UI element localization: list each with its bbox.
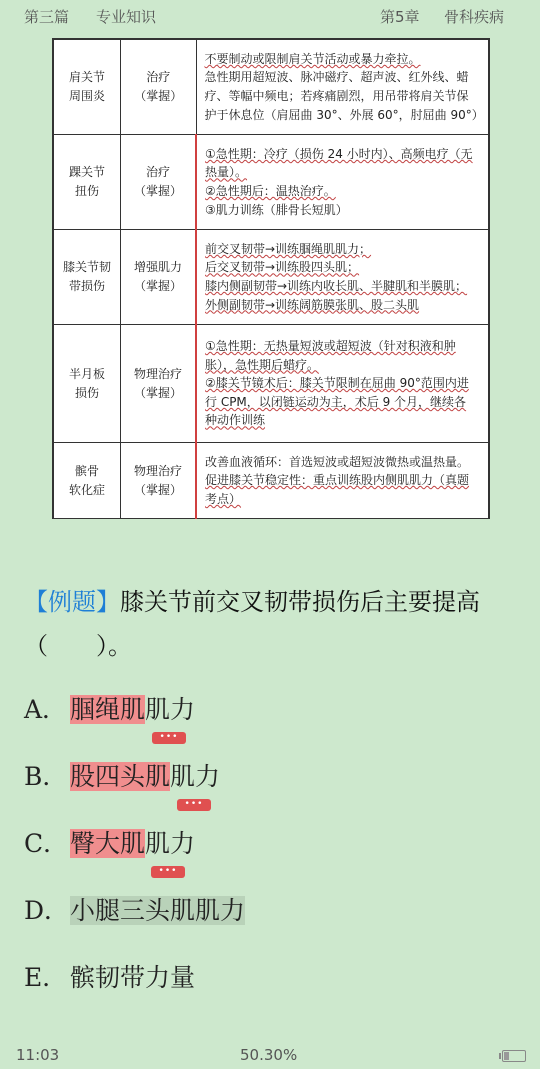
header-subject: 专业知识 <box>96 8 157 26</box>
option-text: 肌力 <box>145 829 196 858</box>
note-dots-icon[interactable]: ••• <box>177 799 211 811</box>
item-cell: 物理治疗 （掌握） <box>121 325 197 443</box>
option-letter: B． <box>24 762 68 791</box>
option-highlight[interactable]: 小腿三头肌肌力 <box>70 896 246 925</box>
option-text: 髌韧带力量 <box>70 963 196 992</box>
battery-fill <box>504 1052 509 1060</box>
option-highlight[interactable]: 腘绳肌 ••• <box>70 695 145 724</box>
option-text: 肌力 <box>145 695 196 724</box>
header-topic: 骨科疾病 <box>444 8 505 26</box>
option-d[interactable] <box>24 891 245 931</box>
option-a[interactable] <box>24 690 196 742</box>
header-part: 第三篇 <box>24 8 70 26</box>
option-letter: C． <box>24 829 69 858</box>
table-row <box>54 135 489 230</box>
content-cell: ①急性期：冷疗（损伤 24 小时内）、高频电疗（无 热量）。 ②急性期后：温热治疗。 ③肌力训练（腓骨长短肌） <box>196 135 489 230</box>
option-e[interactable] <box>24 958 195 998</box>
reading-progress: 50.30% <box>240 1046 298 1064</box>
content-cell: 改善血液循环：首选短波或超短波微热或温热量。 促进膝关节稳定性：重点训练股内侧肌肌力（真题 考点） <box>196 443 489 519</box>
disease-cell: 半月板 损伤 <box>54 325 121 443</box>
note-dots-icon[interactable]: ••• <box>151 866 185 878</box>
question-tag: 【例题】 <box>24 588 120 616</box>
note-dots-icon[interactable]: ••• <box>152 732 186 744</box>
option-c[interactable] <box>24 824 196 876</box>
item-cell: 物理治疗 （掌握） <box>121 443 197 519</box>
option-letter: E． <box>24 963 68 992</box>
option-text: 肌力 <box>170 762 221 791</box>
item-cell: 增强肌力 （掌握） <box>121 230 197 325</box>
question-text <box>24 580 520 668</box>
table-row <box>54 40 489 135</box>
reader-status-bar <box>0 1040 540 1069</box>
treatment-table <box>52 38 490 519</box>
disease-cell: 膝关节韧 带损伤 <box>54 230 121 325</box>
option-b[interactable] <box>24 757 221 809</box>
reader-header <box>0 0 540 30</box>
option-highlight[interactable]: 臀大肌 ••• <box>70 829 145 858</box>
table-row <box>54 230 489 325</box>
item-cell: 治疗 （掌握） <box>121 135 197 230</box>
option-letter: A． <box>24 695 68 724</box>
disease-cell: 髌骨 软化症 <box>54 443 121 519</box>
content-cell: 不要制动或限制肩关节活动或暴力牵拉。 急性期用超短波、脉冲磁疗、超声波、红外线、蜡 疗、等幅中频电；若疼痛剧烈，用吊带将肩关节保 护于休息位（肩屈曲 30°、外展 60°，肘屈曲 90°） <box>196 40 489 135</box>
clock: 11:03 <box>16 1046 60 1064</box>
battery-icon <box>502 1050 526 1062</box>
content-cell: 前交叉韧带→训练腘绳肌肌力； 后交叉韧带→训练股四头肌； 膝内侧副韧带→训练内收长肌、半腱肌和半膜肌； 外侧副韧带→训练阔筋膜张肌、股二头肌 <box>196 230 489 325</box>
table-row <box>54 325 489 443</box>
question-stem: 膝关节前交叉韧带损伤后主要提高（ ）。 <box>24 588 480 660</box>
content-cell: ①急性期：无热量短波或超短波（针对积液和肿 胀），急性期后蜡疗。 ②膝关节镜术后：膝关节限制在屈曲 90°范围内进 行 CPM，以闭链运动为主，术后 9 个月，继续各 种动作训练 <box>196 325 489 443</box>
option-highlight[interactable]: 股四头肌 ••• <box>70 762 170 791</box>
table-row <box>54 443 489 519</box>
disease-cell: 肩关节 周围炎 <box>54 40 121 135</box>
disease-cell: 踝关节 扭伤 <box>54 135 121 230</box>
item-cell: 治疗 （掌握） <box>121 40 197 135</box>
option-letter: D． <box>24 896 70 925</box>
header-chapter: 第5章 <box>380 8 420 26</box>
